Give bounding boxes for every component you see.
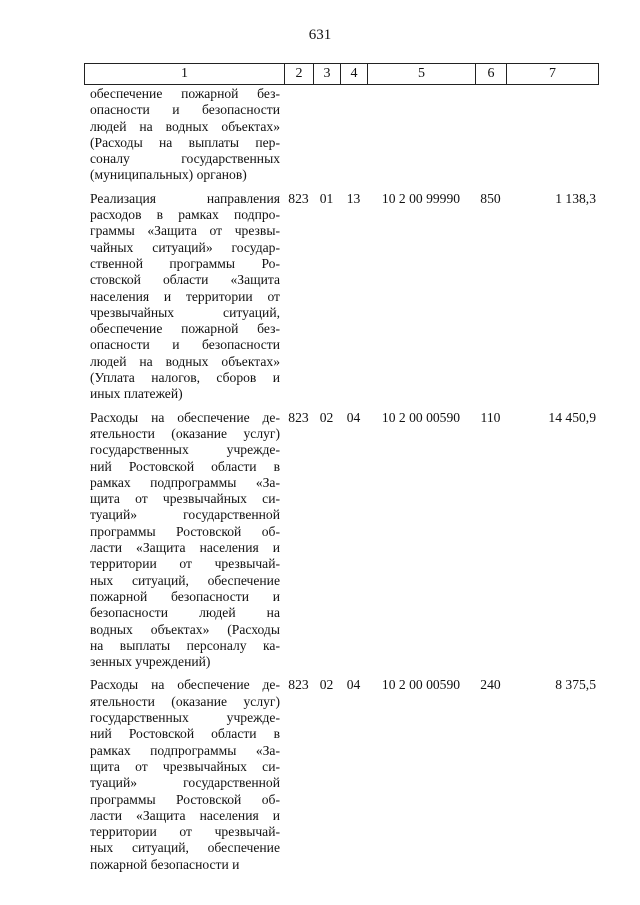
column-header: 6	[476, 64, 507, 85]
description-line: территории от чрезвычай-	[90, 824, 280, 840]
description-line: рамках подпрограммы «За-	[90, 742, 280, 758]
description-line: программы Ростовской об-	[90, 523, 280, 539]
column-header: 4	[341, 64, 368, 85]
subsection-code: 04	[346, 677, 361, 693]
subsection-code: 13	[346, 190, 361, 206]
description-line: ственной программы Ро-	[90, 255, 280, 271]
description-line: (Уплата налогов, сборов и	[90, 370, 280, 386]
section-code: 02	[319, 409, 334, 425]
subsection-code: 04	[346, 409, 361, 425]
description-line: (Расходы на выплаты пер-	[90, 134, 280, 150]
description-line: зенных учреждений)	[90, 654, 211, 670]
description-line: ласти «Защита населения и	[90, 540, 280, 556]
description-line: щита от чрезвычайных си-	[90, 491, 280, 507]
target-article-code: 10 2 00 99990	[381, 190, 461, 206]
description-line: чайных ситуаций» государ-	[90, 239, 280, 255]
description-line: на выплаты персоналу ка-	[90, 637, 280, 653]
column-header: 3	[314, 64, 341, 85]
description-line: ных ситуаций, обеспечение	[90, 572, 280, 588]
description-line: туаций» государственной	[90, 775, 280, 791]
target-article-code: 10 2 00 00590	[381, 409, 461, 425]
section-code: 01	[319, 190, 334, 206]
expense-type-code: 850	[480, 190, 501, 206]
column-header: 5	[368, 64, 476, 85]
row-description	[90, 191, 280, 403]
description-line: рамках подпрограммы «За-	[90, 474, 280, 490]
table-row	[84, 410, 598, 671]
description-line: опасности и безопасности	[90, 102, 280, 118]
description-line: чрезвычайных ситуаций,	[90, 304, 280, 320]
page-number: 631	[308, 27, 332, 43]
section-code: 02	[319, 677, 334, 693]
description-line: стовской области «Защита	[90, 272, 280, 288]
description-line: опасности и безопасности	[90, 337, 280, 353]
row-description	[90, 86, 280, 184]
budget-table-body	[84, 86, 598, 873]
description-line: обеспечение пожарной без-	[90, 86, 280, 101]
ministry-code: 823	[288, 677, 309, 693]
table-row	[84, 86, 598, 184]
column-header: 2	[285, 64, 314, 85]
description-line: расходов в рамках подпро-	[90, 207, 280, 223]
table-row	[84, 677, 598, 873]
description-line: государственных учрежде-	[90, 442, 280, 458]
amount-value: 1 138,3	[555, 190, 596, 206]
description-line: (муниципальных) органов)	[90, 167, 247, 183]
column-header-row	[85, 64, 599, 85]
description-line: Расходы на обеспечение де-	[90, 677, 280, 693]
row-description	[90, 677, 280, 873]
description-line: ласти «Защита населения и	[90, 807, 280, 823]
table-row	[84, 191, 598, 403]
description-line: ятельности (оказание услуг)	[90, 693, 280, 709]
description-line: пожарной безопасности и	[90, 856, 240, 872]
description-line: ных ситуаций, обеспечение	[90, 840, 280, 856]
amount-value: 8 375,5	[555, 677, 596, 693]
description-line: пожарной безопасности и	[90, 588, 280, 604]
description-line: безопасности людей на	[90, 605, 280, 621]
description-line: людей на водных объектах»	[90, 118, 280, 134]
description-line: населения и территории от	[90, 288, 280, 304]
amount-value: 14 450,9	[548, 409, 596, 425]
description-line: государственных учрежде-	[90, 710, 280, 726]
row-description	[90, 410, 280, 671]
ministry-code: 823	[288, 409, 309, 425]
description-line: ний Ростовской области в	[90, 726, 280, 742]
description-line: соналу государственных	[90, 151, 280, 167]
description-line: территории от чрезвычай-	[90, 556, 280, 572]
description-line: туаций» государственной	[90, 507, 280, 523]
description-line: граммы «Защита от чрезвы-	[90, 223, 280, 239]
description-line: Реализация направления	[90, 190, 280, 206]
ministry-code: 823	[288, 190, 309, 206]
column-header-table	[84, 63, 599, 85]
expense-type-code: 240	[480, 677, 501, 693]
column-header: 1	[85, 64, 285, 85]
column-header: 7	[507, 64, 599, 85]
description-line: обеспечение пожарной без-	[90, 321, 280, 337]
target-article-code: 10 2 00 00590	[381, 677, 461, 693]
description-line: ятельности (оказание услуг)	[90, 425, 280, 441]
description-line: программы Ростовской об-	[90, 791, 280, 807]
description-line: иных платежей)	[90, 386, 183, 402]
description-line: людей на водных объектах»	[90, 353, 280, 369]
description-line: щита от чрезвычайных си-	[90, 758, 280, 774]
description-line: Расходы на обеспечение де-	[90, 409, 280, 425]
description-line: водных объектах» (Расходы	[90, 621, 280, 637]
expense-type-code: 110	[480, 409, 501, 425]
description-line: ний Ростовской области в	[90, 458, 280, 474]
